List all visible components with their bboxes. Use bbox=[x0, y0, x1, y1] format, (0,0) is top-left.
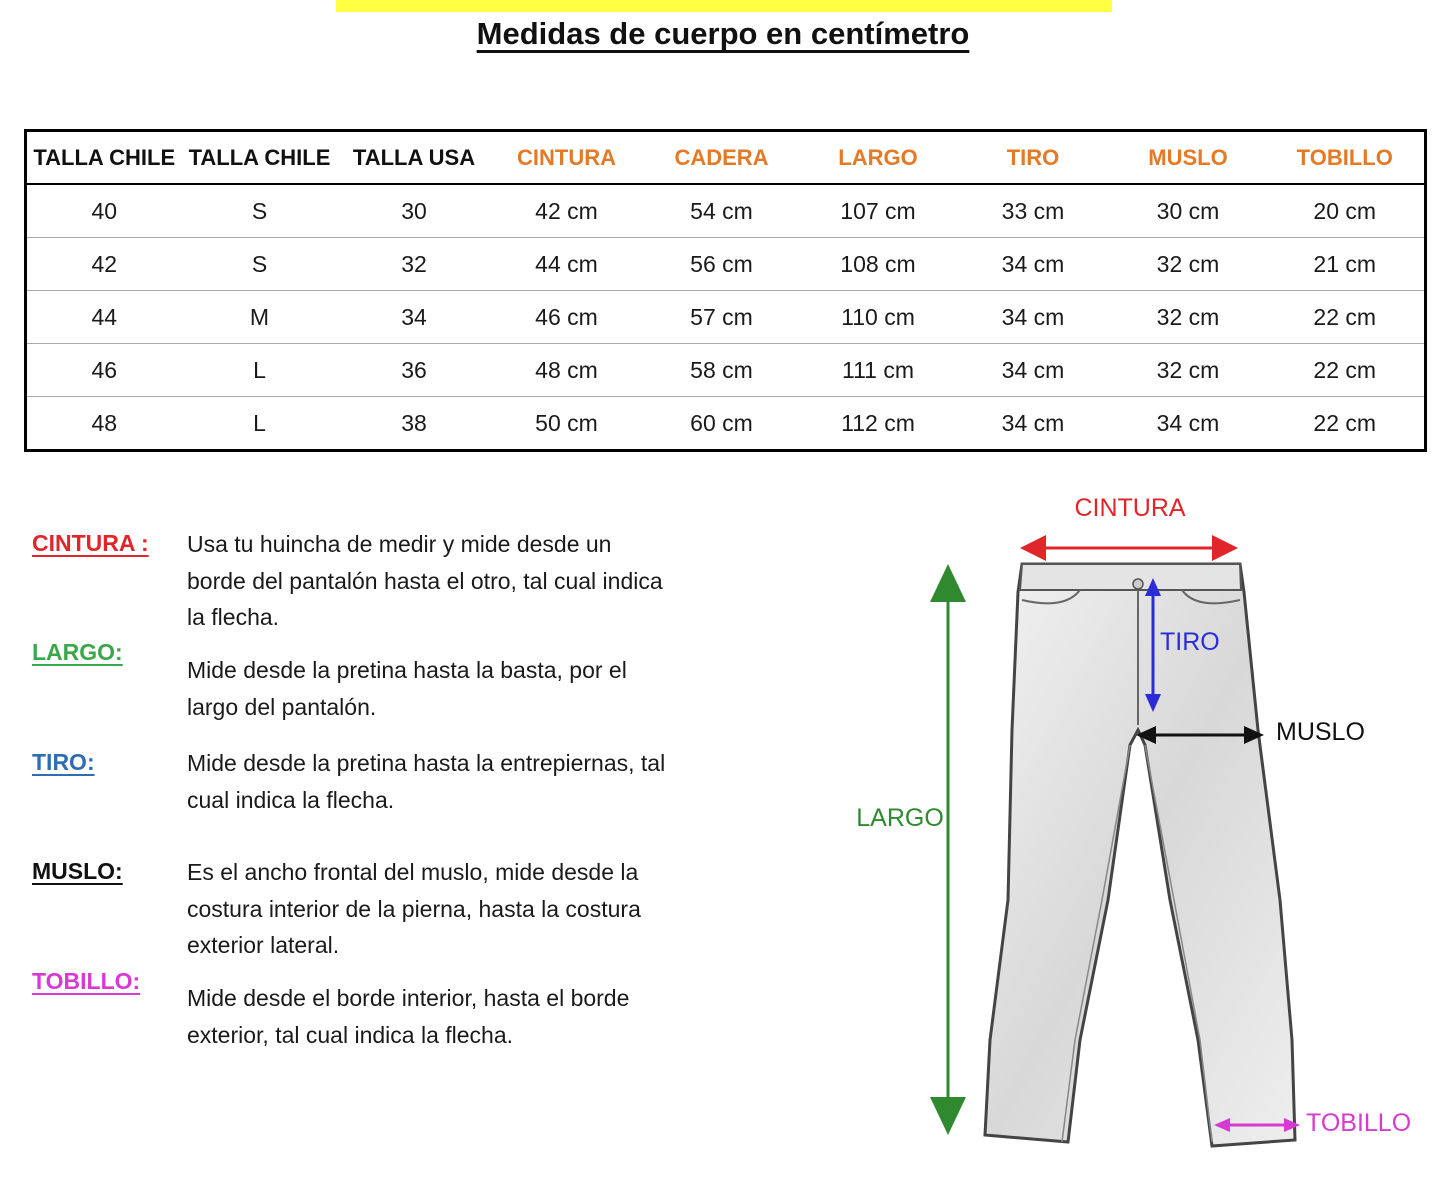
table-cell: 21 cm bbox=[1266, 238, 1426, 291]
size-table bbox=[24, 129, 1427, 452]
desc-tiro: Mide desde la pretina hasta la entrepiernas, tal cual indica la flecha. bbox=[187, 750, 666, 813]
top-highlight-bar bbox=[336, 0, 1112, 12]
table-cell: 32 cm bbox=[1111, 238, 1266, 291]
table-cell: 33 cm bbox=[1001, 197, 1065, 224]
table-cell: 30 cm bbox=[1156, 197, 1220, 224]
table-row bbox=[26, 397, 1426, 451]
table-cell: 44 bbox=[26, 291, 182, 344]
pants-waistband bbox=[1020, 564, 1241, 590]
header-talla-chile-num: TALLA CHILE bbox=[26, 131, 182, 185]
table-cell: 56 cm bbox=[643, 238, 801, 291]
desc-tobillo: Mide desde el borde interior, hasta el borde exterior, tal cual indica la flecha. bbox=[187, 985, 630, 1048]
table-cell: 46 cm bbox=[491, 291, 643, 344]
table-row bbox=[26, 184, 1426, 238]
table-cell: 58 cm bbox=[643, 344, 801, 397]
table-cell: 34 bbox=[338, 291, 491, 344]
diagram-label-cintura: CINTURA bbox=[1074, 494, 1186, 522]
header-talla-usa: TALLA USA bbox=[338, 131, 491, 185]
table-cell: 36 bbox=[338, 344, 491, 397]
table-cell: 34 cm bbox=[956, 291, 1111, 344]
table-cell: 48 bbox=[26, 397, 182, 451]
largo-arrow bbox=[930, 564, 966, 1135]
label-largo: LARGO: bbox=[32, 639, 123, 665]
table-cell: 34 cm bbox=[956, 397, 1111, 451]
pants-diagram bbox=[840, 480, 1440, 1180]
table-cell: 54 cm bbox=[690, 197, 753, 224]
pants-diagram-svg bbox=[840, 480, 1440, 1180]
diagram-label-tobillo: TOBILLO bbox=[1306, 1109, 1412, 1137]
table-cell: 42 cm bbox=[535, 197, 598, 224]
table-cell: 22 cm bbox=[1266, 344, 1426, 397]
pants-illustration bbox=[985, 564, 1295, 1146]
table-cell: 22 cm bbox=[1266, 291, 1426, 344]
cintura-arrow bbox=[1020, 535, 1238, 561]
table-row bbox=[26, 344, 1426, 397]
table-cell: 34 cm bbox=[956, 238, 1111, 291]
page-title: Medidas de cuerpo en centímetro bbox=[476, 16, 970, 51]
label-tiro: TIRO: bbox=[32, 749, 95, 775]
table-cell: S bbox=[251, 197, 268, 224]
table-cell: 44 cm bbox=[491, 238, 643, 291]
table-row bbox=[26, 238, 1426, 291]
table-cell: 42 bbox=[26, 238, 182, 291]
table-cell: 32 cm bbox=[1111, 291, 1266, 344]
table-cell: 108 cm bbox=[801, 238, 956, 291]
table-header-row bbox=[26, 131, 1426, 185]
table-cell: 111 cm bbox=[801, 344, 956, 397]
desc-muslo: Es el ancho frontal del muslo, mide desde la costura interior de la pierna, hasta la costura exterior lateral. bbox=[187, 859, 641, 958]
table-cell: 38 bbox=[338, 397, 491, 451]
table-cell: 34 cm bbox=[1111, 397, 1266, 451]
label-cintura: CINTURA : bbox=[32, 530, 149, 556]
table-cell: 112 cm bbox=[801, 397, 956, 451]
header-muslo: MUSLO bbox=[1111, 131, 1266, 185]
table-cell: 22 cm bbox=[1266, 397, 1426, 451]
table-cell: 48 cm bbox=[491, 344, 643, 397]
table-cell: 60 cm bbox=[643, 397, 801, 451]
header-tiro: TIRO bbox=[956, 131, 1111, 185]
table-cell: L bbox=[182, 397, 338, 451]
table-cell: 32 bbox=[338, 238, 491, 291]
header-talla-chile-letter: TALLA CHILE bbox=[182, 131, 338, 185]
pants-outline bbox=[985, 564, 1295, 1146]
table-cell: L bbox=[182, 344, 338, 397]
table-cell: 46 bbox=[26, 344, 182, 397]
pants-button bbox=[1133, 579, 1143, 589]
table-cell: M bbox=[182, 291, 338, 344]
table-cell: 107 cm bbox=[840, 197, 916, 224]
diagram-label-tiro: TIRO bbox=[1160, 628, 1220, 656]
header-tobillo: TOBILLO bbox=[1266, 131, 1426, 185]
label-muslo: MUSLO: bbox=[32, 858, 123, 884]
table-cell: 20 cm bbox=[1313, 197, 1377, 224]
diagram-label-muslo: MUSLO bbox=[1276, 718, 1365, 746]
header-largo: LARGO bbox=[801, 131, 956, 185]
desc-largo: Mide desde la pretina hasta la basta, por el largo del pantalón. bbox=[187, 657, 627, 720]
label-tobillo: TOBILLO: bbox=[32, 968, 141, 994]
table-row bbox=[26, 291, 1426, 344]
header-cadera: CADERA bbox=[643, 131, 801, 185]
table-cell: 32 cm bbox=[1111, 344, 1266, 397]
table-cell: 57 cm bbox=[643, 291, 801, 344]
table-cell: 30 bbox=[401, 197, 427, 224]
header-cintura: CINTURA bbox=[491, 131, 643, 185]
table-cell: 40 bbox=[91, 197, 118, 224]
diagram-label-largo: LARGO bbox=[856, 804, 944, 832]
table-cell: 34 cm bbox=[956, 344, 1111, 397]
table-cell: 50 cm bbox=[491, 397, 643, 451]
desc-cintura: Usa tu huincha de medir y mide desde un borde del pantalón hasta el otro, tal cual indica la flecha. bbox=[187, 531, 663, 630]
table-cell: S bbox=[182, 238, 338, 291]
table-cell: 110 cm bbox=[801, 291, 956, 344]
